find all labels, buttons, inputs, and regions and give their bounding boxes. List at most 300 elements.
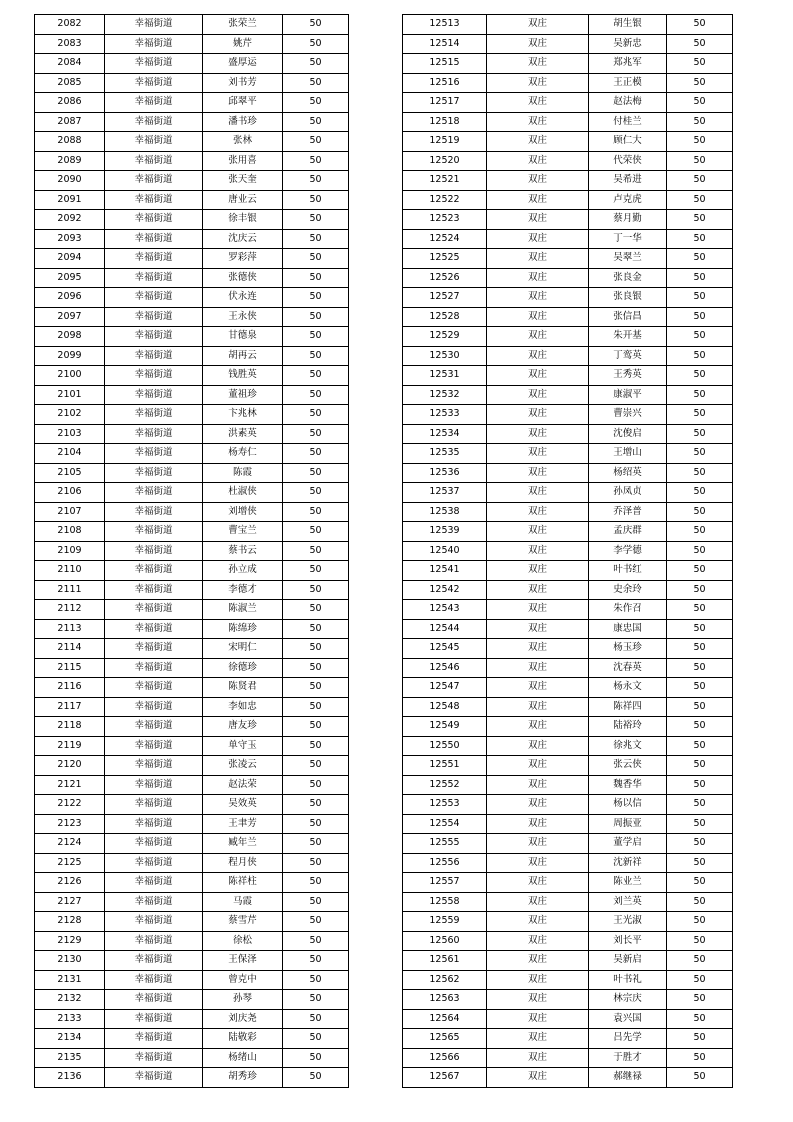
name-cell: 周振亚 bbox=[589, 814, 667, 834]
amount-cell: 50 bbox=[283, 288, 349, 308]
id-cell: 12546 bbox=[403, 658, 487, 678]
name-cell: 陈业兰 bbox=[589, 873, 667, 893]
amount-cell: 50 bbox=[667, 697, 733, 717]
location-cell: 双庄 bbox=[487, 561, 589, 581]
name-cell: 蔡雪芹 bbox=[203, 912, 283, 932]
table-row bbox=[403, 366, 733, 386]
name-cell: 丁鸾英 bbox=[589, 346, 667, 366]
name-cell: 杨寿仁 bbox=[203, 444, 283, 464]
amount-cell: 50 bbox=[667, 619, 733, 639]
amount-cell: 50 bbox=[283, 249, 349, 269]
name-cell: 卞兆林 bbox=[203, 405, 283, 425]
table-row bbox=[403, 385, 733, 405]
left-table bbox=[34, 14, 349, 1088]
table-row bbox=[403, 756, 733, 776]
id-cell: 12551 bbox=[403, 756, 487, 776]
amount-cell: 50 bbox=[667, 931, 733, 951]
location-cell: 幸福街道 bbox=[105, 834, 203, 854]
amount-cell: 50 bbox=[667, 210, 733, 230]
location-cell: 幸福街道 bbox=[105, 424, 203, 444]
id-cell: 2129 bbox=[35, 931, 105, 951]
location-cell: 幸福街道 bbox=[105, 288, 203, 308]
amount-cell: 50 bbox=[283, 483, 349, 503]
id-cell: 2121 bbox=[35, 775, 105, 795]
id-cell: 12534 bbox=[403, 424, 487, 444]
name-cell: 叶书礼 bbox=[589, 970, 667, 990]
amount-cell: 50 bbox=[667, 112, 733, 132]
name-cell: 程月侠 bbox=[203, 853, 283, 873]
name-cell: 张德侠 bbox=[203, 268, 283, 288]
id-cell: 2107 bbox=[35, 502, 105, 522]
table-row bbox=[403, 697, 733, 717]
amount-cell: 50 bbox=[667, 327, 733, 347]
location-cell: 双庄 bbox=[487, 132, 589, 152]
name-cell: 朱作召 bbox=[589, 600, 667, 620]
table-row bbox=[35, 600, 349, 620]
table-row bbox=[403, 912, 733, 932]
location-cell: 幸福街道 bbox=[105, 951, 203, 971]
amount-cell: 50 bbox=[283, 151, 349, 171]
amount-cell: 50 bbox=[283, 112, 349, 132]
location-cell: 双庄 bbox=[487, 385, 589, 405]
table-row bbox=[35, 736, 349, 756]
id-cell: 2118 bbox=[35, 717, 105, 737]
id-cell: 12540 bbox=[403, 541, 487, 561]
name-cell: 杨绍英 bbox=[589, 463, 667, 483]
table-row bbox=[403, 1068, 733, 1088]
location-cell: 幸福街道 bbox=[105, 444, 203, 464]
id-cell: 2090 bbox=[35, 171, 105, 191]
location-cell: 幸福街道 bbox=[105, 385, 203, 405]
location-cell: 幸福街道 bbox=[105, 151, 203, 171]
table-row bbox=[403, 678, 733, 698]
name-cell: 吴翠兰 bbox=[589, 249, 667, 269]
name-cell: 王正模 bbox=[589, 73, 667, 93]
amount-cell: 50 bbox=[667, 229, 733, 249]
id-cell: 2114 bbox=[35, 639, 105, 659]
amount-cell: 50 bbox=[667, 814, 733, 834]
name-cell: 康忠国 bbox=[589, 619, 667, 639]
id-cell: 2125 bbox=[35, 853, 105, 873]
amount-cell: 50 bbox=[667, 951, 733, 971]
id-cell: 12527 bbox=[403, 288, 487, 308]
location-cell: 幸福街道 bbox=[105, 931, 203, 951]
amount-cell: 50 bbox=[283, 15, 349, 35]
id-cell: 2136 bbox=[35, 1068, 105, 1088]
id-cell: 12543 bbox=[403, 600, 487, 620]
location-cell: 幸福街道 bbox=[105, 54, 203, 74]
location-cell: 幸福街道 bbox=[105, 1068, 203, 1088]
amount-cell: 50 bbox=[283, 600, 349, 620]
name-cell: 顾仁大 bbox=[589, 132, 667, 152]
name-cell: 张良金 bbox=[589, 268, 667, 288]
id-cell: 12559 bbox=[403, 912, 487, 932]
id-cell: 12536 bbox=[403, 463, 487, 483]
table-row bbox=[35, 834, 349, 854]
id-cell: 2108 bbox=[35, 522, 105, 542]
amount-cell: 50 bbox=[667, 639, 733, 659]
amount-cell: 50 bbox=[283, 327, 349, 347]
table-row bbox=[35, 444, 349, 464]
table-row bbox=[35, 268, 349, 288]
table-row bbox=[403, 15, 733, 35]
location-cell: 双庄 bbox=[487, 151, 589, 171]
location-cell: 双庄 bbox=[487, 1048, 589, 1068]
table-row bbox=[35, 210, 349, 230]
name-cell: 姚芹 bbox=[203, 34, 283, 54]
name-cell: 吕先学 bbox=[589, 1029, 667, 1049]
name-cell: 唐业云 bbox=[203, 190, 283, 210]
location-cell: 幸福街道 bbox=[105, 600, 203, 620]
name-cell: 陆敬彩 bbox=[203, 1029, 283, 1049]
location-cell: 双庄 bbox=[487, 15, 589, 35]
name-cell: 徐丰银 bbox=[203, 210, 283, 230]
name-cell: 王聿芳 bbox=[203, 814, 283, 834]
id-cell: 2133 bbox=[35, 1009, 105, 1029]
id-cell: 2091 bbox=[35, 190, 105, 210]
table-row bbox=[35, 34, 349, 54]
name-cell: 张云侠 bbox=[589, 756, 667, 776]
id-cell: 2085 bbox=[35, 73, 105, 93]
id-cell: 12563 bbox=[403, 990, 487, 1010]
amount-cell: 50 bbox=[667, 366, 733, 386]
id-cell: 12567 bbox=[403, 1068, 487, 1088]
location-cell: 幸福街道 bbox=[105, 132, 203, 152]
amount-cell: 50 bbox=[667, 73, 733, 93]
id-cell: 2101 bbox=[35, 385, 105, 405]
table-row bbox=[35, 951, 349, 971]
table-row bbox=[403, 307, 733, 327]
id-cell: 2130 bbox=[35, 951, 105, 971]
table-row bbox=[403, 405, 733, 425]
amount-cell: 50 bbox=[283, 853, 349, 873]
name-cell: 李学德 bbox=[589, 541, 667, 561]
id-cell: 2135 bbox=[35, 1048, 105, 1068]
name-cell: 胡再云 bbox=[203, 346, 283, 366]
table-row bbox=[35, 717, 349, 737]
location-cell: 双庄 bbox=[487, 288, 589, 308]
table-row bbox=[35, 619, 349, 639]
table-row bbox=[403, 444, 733, 464]
location-cell: 双庄 bbox=[487, 658, 589, 678]
name-cell: 张天奎 bbox=[203, 171, 283, 191]
name-cell: 陈绵珍 bbox=[203, 619, 283, 639]
location-cell: 双庄 bbox=[487, 1009, 589, 1029]
table-row bbox=[403, 171, 733, 191]
table-row bbox=[403, 1029, 733, 1049]
table-row bbox=[403, 951, 733, 971]
amount-cell: 50 bbox=[283, 1029, 349, 1049]
name-cell: 曹宝兰 bbox=[203, 522, 283, 542]
id-cell: 12530 bbox=[403, 346, 487, 366]
id-cell: 12556 bbox=[403, 853, 487, 873]
location-cell: 幸福街道 bbox=[105, 249, 203, 269]
name-cell: 李德才 bbox=[203, 580, 283, 600]
id-cell: 12533 bbox=[403, 405, 487, 425]
id-cell: 2094 bbox=[35, 249, 105, 269]
location-cell: 双庄 bbox=[487, 93, 589, 113]
table-row bbox=[35, 795, 349, 815]
table-row bbox=[403, 463, 733, 483]
location-cell: 幸福街道 bbox=[105, 814, 203, 834]
amount-cell: 50 bbox=[667, 853, 733, 873]
id-cell: 2106 bbox=[35, 483, 105, 503]
id-cell: 2087 bbox=[35, 112, 105, 132]
table-row bbox=[35, 1009, 349, 1029]
location-cell: 双庄 bbox=[487, 249, 589, 269]
table-row bbox=[35, 93, 349, 113]
amount-cell: 50 bbox=[283, 970, 349, 990]
location-cell: 双庄 bbox=[487, 483, 589, 503]
name-cell: 曾克中 bbox=[203, 970, 283, 990]
location-cell: 幸福街道 bbox=[105, 795, 203, 815]
name-cell: 胡秀珍 bbox=[203, 1068, 283, 1088]
name-cell: 陈祥柱 bbox=[203, 873, 283, 893]
id-cell: 2109 bbox=[35, 541, 105, 561]
amount-cell: 50 bbox=[667, 834, 733, 854]
amount-cell: 50 bbox=[667, 444, 733, 464]
table-row bbox=[403, 268, 733, 288]
table-row bbox=[35, 346, 349, 366]
table-row bbox=[35, 483, 349, 503]
location-cell: 幸福街道 bbox=[105, 775, 203, 795]
amount-cell: 50 bbox=[667, 93, 733, 113]
amount-cell: 50 bbox=[283, 502, 349, 522]
location-cell: 幸福街道 bbox=[105, 1048, 203, 1068]
location-cell: 双庄 bbox=[487, 366, 589, 386]
location-cell: 双庄 bbox=[487, 931, 589, 951]
location-cell: 双庄 bbox=[487, 600, 589, 620]
location-cell: 双庄 bbox=[487, 424, 589, 444]
id-cell: 12515 bbox=[403, 54, 487, 74]
id-cell: 12517 bbox=[403, 93, 487, 113]
id-cell: 12548 bbox=[403, 697, 487, 717]
id-cell: 2126 bbox=[35, 873, 105, 893]
amount-cell: 50 bbox=[667, 736, 733, 756]
name-cell: 朱开基 bbox=[589, 327, 667, 347]
amount-cell: 50 bbox=[667, 171, 733, 191]
location-cell: 双庄 bbox=[487, 853, 589, 873]
location-cell: 幸福街道 bbox=[105, 229, 203, 249]
id-cell: 12554 bbox=[403, 814, 487, 834]
id-cell: 12560 bbox=[403, 931, 487, 951]
name-cell: 乔泽普 bbox=[589, 502, 667, 522]
id-cell: 12524 bbox=[403, 229, 487, 249]
id-cell: 12562 bbox=[403, 970, 487, 990]
table-row bbox=[35, 1048, 349, 1068]
location-cell: 幸福街道 bbox=[105, 580, 203, 600]
location-cell: 双庄 bbox=[487, 444, 589, 464]
amount-cell: 50 bbox=[667, 795, 733, 815]
amount-cell: 50 bbox=[667, 541, 733, 561]
id-cell: 2098 bbox=[35, 327, 105, 347]
table-row bbox=[403, 190, 733, 210]
amount-cell: 50 bbox=[667, 600, 733, 620]
location-cell: 双庄 bbox=[487, 970, 589, 990]
location-cell: 双庄 bbox=[487, 892, 589, 912]
amount-cell: 50 bbox=[283, 366, 349, 386]
id-cell: 2132 bbox=[35, 990, 105, 1010]
id-cell: 2122 bbox=[35, 795, 105, 815]
table-row bbox=[35, 249, 349, 269]
table-row bbox=[35, 424, 349, 444]
name-cell: 付桂兰 bbox=[589, 112, 667, 132]
right-table-body bbox=[403, 15, 733, 1088]
amount-cell: 50 bbox=[283, 229, 349, 249]
amount-cell: 50 bbox=[283, 385, 349, 405]
table-row bbox=[403, 795, 733, 815]
amount-cell: 50 bbox=[667, 132, 733, 152]
location-cell: 双庄 bbox=[487, 229, 589, 249]
amount-cell: 50 bbox=[667, 717, 733, 737]
name-cell: 陈霞 bbox=[203, 463, 283, 483]
location-cell: 双庄 bbox=[487, 678, 589, 698]
table-row bbox=[35, 405, 349, 425]
location-cell: 幸福街道 bbox=[105, 873, 203, 893]
name-cell: 王永侠 bbox=[203, 307, 283, 327]
name-cell: 马霞 bbox=[203, 892, 283, 912]
amount-cell: 50 bbox=[283, 307, 349, 327]
table-row bbox=[35, 990, 349, 1010]
id-cell: 2113 bbox=[35, 619, 105, 639]
location-cell: 幸福街道 bbox=[105, 697, 203, 717]
name-cell: 康淑平 bbox=[589, 385, 667, 405]
name-cell: 王增山 bbox=[589, 444, 667, 464]
table-row bbox=[35, 73, 349, 93]
id-cell: 12525 bbox=[403, 249, 487, 269]
location-cell: 幸福街道 bbox=[105, 853, 203, 873]
amount-cell: 50 bbox=[283, 346, 349, 366]
location-cell: 幸福街道 bbox=[105, 483, 203, 503]
name-cell: 王秀英 bbox=[589, 366, 667, 386]
location-cell: 双庄 bbox=[487, 990, 589, 1010]
name-cell: 杨玉珍 bbox=[589, 639, 667, 659]
id-cell: 2096 bbox=[35, 288, 105, 308]
amount-cell: 50 bbox=[283, 775, 349, 795]
name-cell: 沈春英 bbox=[589, 658, 667, 678]
location-cell: 双庄 bbox=[487, 405, 589, 425]
name-cell: 刘兰英 bbox=[589, 892, 667, 912]
amount-cell: 50 bbox=[283, 132, 349, 152]
name-cell: 赵法梅 bbox=[589, 93, 667, 113]
table-row bbox=[403, 54, 733, 74]
amount-cell: 50 bbox=[283, 1009, 349, 1029]
id-cell: 2092 bbox=[35, 210, 105, 230]
name-cell: 袁兴国 bbox=[589, 1009, 667, 1029]
name-cell: 孟庆群 bbox=[589, 522, 667, 542]
name-cell: 沈新祥 bbox=[589, 853, 667, 873]
name-cell: 曹崇兴 bbox=[589, 405, 667, 425]
name-cell: 张凌云 bbox=[203, 756, 283, 776]
table-row bbox=[403, 327, 733, 347]
id-cell: 2124 bbox=[35, 834, 105, 854]
location-cell: 双庄 bbox=[487, 619, 589, 639]
amount-cell: 50 bbox=[283, 444, 349, 464]
name-cell: 宋明仁 bbox=[203, 639, 283, 659]
amount-cell: 50 bbox=[667, 483, 733, 503]
id-cell: 12523 bbox=[403, 210, 487, 230]
name-cell: 胡生银 bbox=[589, 15, 667, 35]
name-cell: 臧年兰 bbox=[203, 834, 283, 854]
id-cell: 12558 bbox=[403, 892, 487, 912]
table-row bbox=[403, 132, 733, 152]
id-cell: 2095 bbox=[35, 268, 105, 288]
table-row bbox=[35, 502, 349, 522]
name-cell: 陈祥四 bbox=[589, 697, 667, 717]
location-cell: 幸福街道 bbox=[105, 210, 203, 230]
name-cell: 史余玲 bbox=[589, 580, 667, 600]
table-row bbox=[35, 775, 349, 795]
table-row bbox=[35, 522, 349, 542]
location-cell: 双庄 bbox=[487, 873, 589, 893]
name-cell: 陈贤君 bbox=[203, 678, 283, 698]
name-cell: 邱翠平 bbox=[203, 93, 283, 113]
table-row bbox=[403, 873, 733, 893]
location-cell: 幸福街道 bbox=[105, 1009, 203, 1029]
name-cell: 吴希进 bbox=[589, 171, 667, 191]
name-cell: 唐友珍 bbox=[203, 717, 283, 737]
name-cell: 魏香华 bbox=[589, 775, 667, 795]
location-cell: 双庄 bbox=[487, 541, 589, 561]
table-row bbox=[403, 619, 733, 639]
table-row bbox=[403, 522, 733, 542]
amount-cell: 50 bbox=[667, 873, 733, 893]
id-cell: 12516 bbox=[403, 73, 487, 93]
name-cell: 孙凤贞 bbox=[589, 483, 667, 503]
amount-cell: 50 bbox=[283, 268, 349, 288]
name-cell: 刘增侠 bbox=[203, 502, 283, 522]
table-row bbox=[403, 229, 733, 249]
location-cell: 幸福街道 bbox=[105, 717, 203, 737]
table-row bbox=[403, 970, 733, 990]
location-cell: 双庄 bbox=[487, 814, 589, 834]
table-row bbox=[403, 736, 733, 756]
amount-cell: 50 bbox=[283, 210, 349, 230]
table-row bbox=[403, 931, 733, 951]
location-cell: 双庄 bbox=[487, 210, 589, 230]
amount-cell: 50 bbox=[283, 73, 349, 93]
id-cell: 2084 bbox=[35, 54, 105, 74]
table-row bbox=[403, 34, 733, 54]
amount-cell: 50 bbox=[283, 405, 349, 425]
id-cell: 12553 bbox=[403, 795, 487, 815]
id-cell: 12555 bbox=[403, 834, 487, 854]
name-cell: 郝继禄 bbox=[589, 1068, 667, 1088]
amount-cell: 50 bbox=[283, 463, 349, 483]
table-row bbox=[35, 1068, 349, 1088]
amount-cell: 50 bbox=[667, 151, 733, 171]
amount-cell: 50 bbox=[283, 1048, 349, 1068]
id-cell: 12539 bbox=[403, 522, 487, 542]
amount-cell: 50 bbox=[667, 522, 733, 542]
id-cell: 12526 bbox=[403, 268, 487, 288]
id-cell: 12541 bbox=[403, 561, 487, 581]
left-table-body bbox=[35, 15, 349, 1088]
name-cell: 张林 bbox=[203, 132, 283, 152]
location-cell: 幸福街道 bbox=[105, 346, 203, 366]
amount-cell: 50 bbox=[283, 424, 349, 444]
amount-cell: 50 bbox=[283, 54, 349, 74]
id-cell: 2099 bbox=[35, 346, 105, 366]
name-cell: 王光淑 bbox=[589, 912, 667, 932]
name-cell: 杨永文 bbox=[589, 678, 667, 698]
name-cell: 李如忠 bbox=[203, 697, 283, 717]
id-cell: 2123 bbox=[35, 814, 105, 834]
id-cell: 12528 bbox=[403, 307, 487, 327]
amount-cell: 50 bbox=[283, 873, 349, 893]
table-row bbox=[403, 775, 733, 795]
table-row bbox=[403, 561, 733, 581]
